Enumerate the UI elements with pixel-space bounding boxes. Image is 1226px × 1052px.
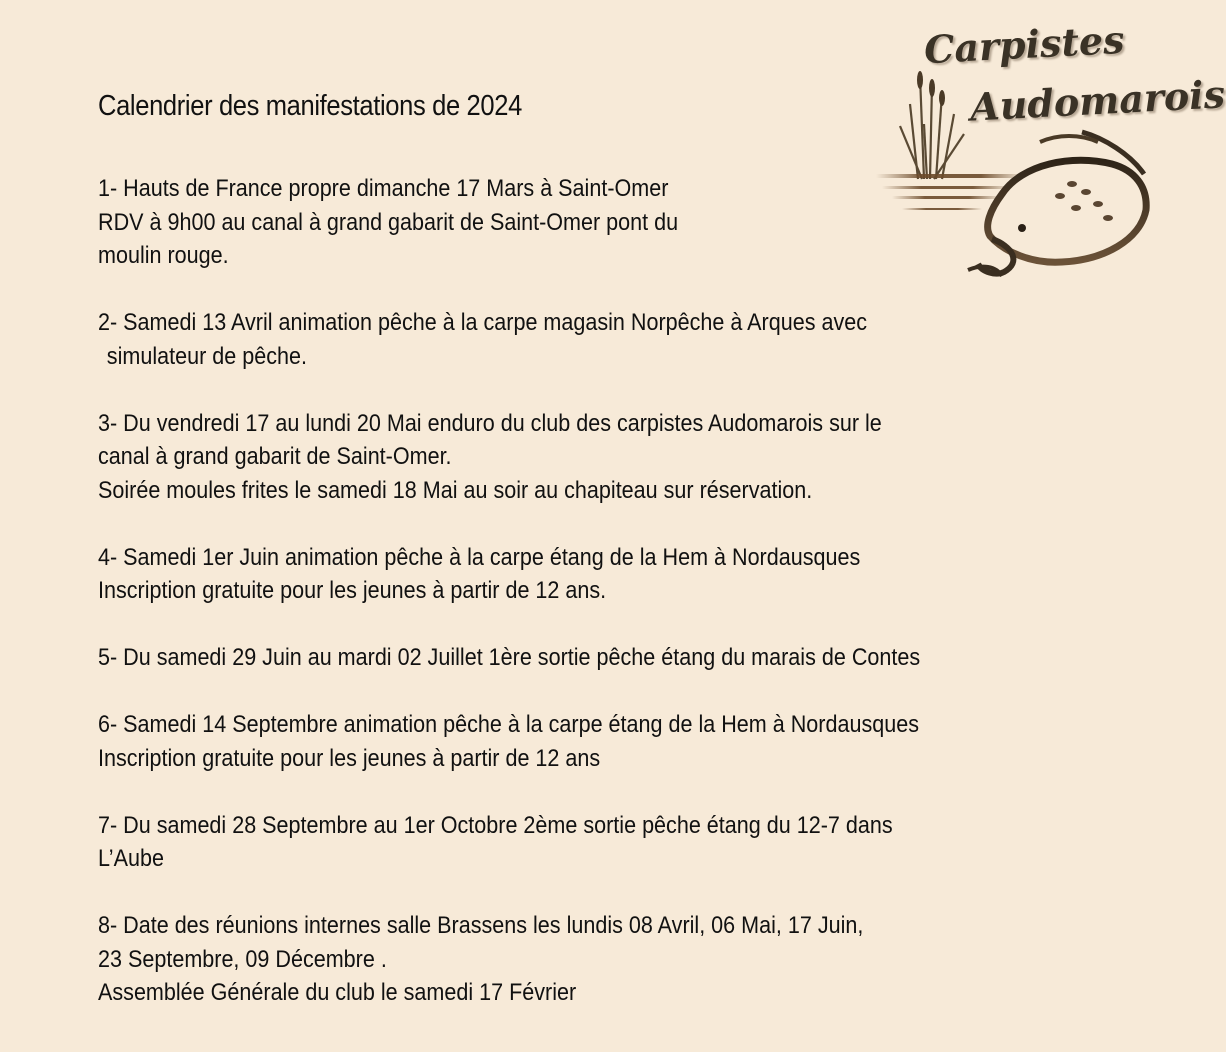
event-line: 8- Date des réunions internes salle Brassens les lundis 08 Avril, 06 Mai, 17 Juin, bbox=[98, 912, 864, 939]
logo-text-carpistes: Carpistes bbox=[922, 16, 1126, 73]
event-line: L’Aube bbox=[98, 845, 164, 872]
event-item-8 bbox=[98, 909, 1031, 1010]
event-item-2 bbox=[98, 306, 1031, 373]
event-item-1 bbox=[98, 172, 1031, 273]
page-title: Calendrier des manifestations de 2024 bbox=[98, 90, 522, 122]
event-item-7 bbox=[98, 809, 1031, 876]
events-list bbox=[98, 172, 1158, 1043]
event-line: 1- Hauts de France propre dimanche 17 Mars à Saint-Omer bbox=[98, 175, 669, 202]
event-line: 23 Septembre, 09 Décembre . bbox=[98, 945, 387, 973]
event-item-4 bbox=[98, 541, 1031, 608]
event-line: Inscription gratuite pour les jeunes à partir de 12 ans. bbox=[98, 577, 607, 604]
event-line: RDV à 9h00 au canal à grand gabarit de Saint-Omer pont du bbox=[98, 208, 679, 236]
event-item-6 bbox=[98, 708, 1031, 775]
event-line: 6- Samedi 14 Septembre animation pêche à la carpe étang de la Hem à Nordausques bbox=[98, 711, 919, 738]
event-line: 7- Du samedi 28 Septembre au 1er Octobre 2ème sortie pêche étang du 12-7 dans bbox=[98, 811, 893, 839]
event-line: simulateur de pêche. bbox=[106, 342, 307, 370]
event-item-5 bbox=[98, 641, 1031, 675]
event-line: 2- Samedi 13 Avril animation pêche à la carpe magasin Norpêche à Arques avec bbox=[98, 309, 868, 336]
event-line: canal à grand gabarit de Saint-Omer. bbox=[98, 443, 452, 470]
logo-text-audomarois: Audomarois bbox=[968, 71, 1226, 130]
event-line: Assemblée Générale du club le samedi 17 Février bbox=[98, 979, 577, 1006]
event-line: 4- Samedi 1er Juin animation pêche à la carpe étang de la Hem à Nordausques bbox=[98, 543, 861, 571]
event-item-3 bbox=[98, 407, 1031, 508]
event-line: Inscription gratuite pour les jeunes à partir de 12 ans bbox=[98, 744, 601, 772]
event-line: 5- Du samedi 29 Juin au mardi 02 Juillet 1ère sortie pêche étang du marais de Contes bbox=[98, 644, 921, 671]
event-line: Soirée moules frites le samedi 18 Mai au soir au chapiteau sur réservation. bbox=[98, 476, 813, 504]
event-line: 3- Du vendredi 17 au lundi 20 Mai enduro du club des carpistes Audomarois sur le bbox=[98, 409, 882, 437]
event-line: moulin rouge. bbox=[98, 242, 229, 269]
